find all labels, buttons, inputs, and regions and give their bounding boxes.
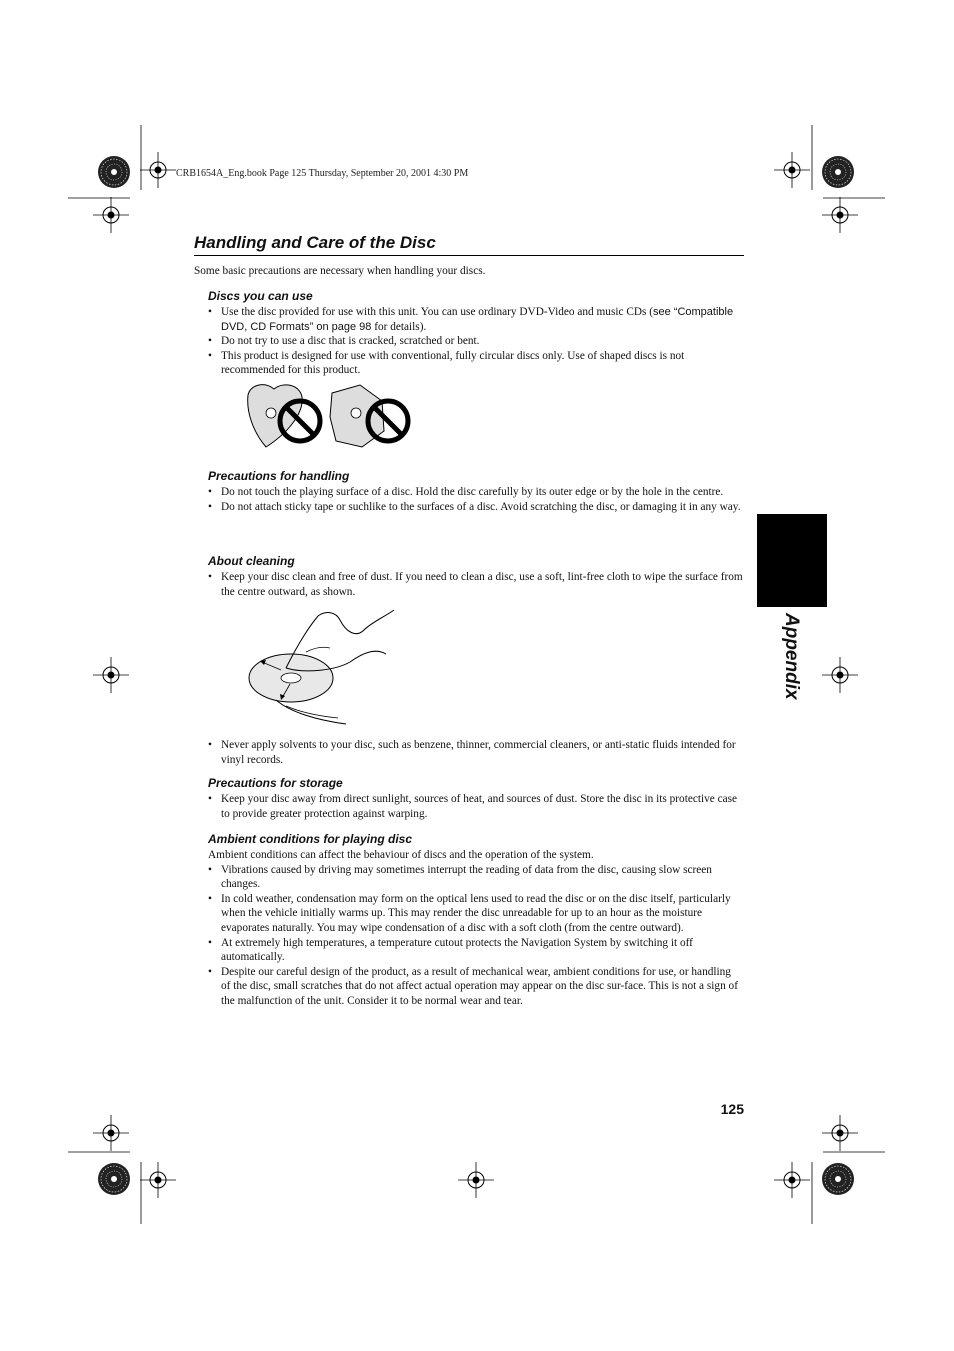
section-heading: Precautions for storage	[208, 776, 343, 790]
registration-star-icon	[822, 1163, 854, 1195]
section-discs-you-can-use	[208, 289, 743, 378]
list-item: • Use the disc provided for use with this unit. You can use ordinary DVD-Video and music CDs (see “Compatible DVD, CD Formats” on page 98 for details).	[208, 305, 743, 334]
section-precautions-handling	[208, 469, 743, 514]
page-number: 125	[720, 1101, 744, 1117]
list-item: • Despite our careful design of the product, as a result of mechanical wear, ambient conditions for use, or handling of the disc, small scratches that do not affect actual operation may appear on the disc sur-face. This is not a sign of the malfunction of the unit. Consider it to be normal wear and tear.	[208, 965, 743, 1009]
section-intro: Ambient conditions can affect the behaviour of discs and the operation of the system.	[208, 849, 594, 861]
section-heading: About cleaning	[208, 554, 295, 568]
section-ambient-conditions	[208, 832, 743, 1009]
registration-star-icon	[822, 156, 854, 188]
list-item: • Never apply solvents to your disc, such as benzene, thinner, commercial cleaners, or anti-static fluids intended for vinyl records.	[208, 738, 743, 767]
section-heading: Precautions for handling	[208, 469, 350, 483]
list-item: • Do not attach sticky tape or suchlike to the surfaces of a disc. Avoid scratching the disc, or damaging it in any way.	[208, 500, 743, 515]
print-header: CRB1654A_Eng.book Page 125 Thursday, September 20, 2001 4:30 PM	[176, 168, 469, 179]
list-item: • Do not touch the playing surface of a disc. Hold the disc carefully by its outer edge or by the hole in the centre.	[208, 485, 743, 500]
disc-cleaning-illustration	[246, 608, 396, 728]
list-item: • This product is designed for use with conventional, fully circular discs only. Use of shaped discs is not recommended for this product.	[208, 349, 743, 378]
registration-star-icon	[98, 1163, 130, 1195]
list-item: • Keep your disc clean and free of dust. If you need to clean a disc, use a soft, lint-free cloth to wipe the surface from the centre outward, as shown.	[208, 570, 743, 599]
list-item: • In cold weather, condensation may form on the optical lens used to read the disc or on the disc itself, particularly when the vehicle initially warms up. This may render the disc unreadable for up to an hour as the moisture evaporates naturally. You may wipe condensation of a disc with a soft cloth (from the centre outward).	[208, 892, 743, 936]
intro-text: Some basic precautions are necessary when handling your discs.	[194, 265, 486, 277]
registration-star-icon	[98, 156, 130, 188]
shaped-disc-illustration	[244, 383, 414, 449]
list-item: • Keep your disc away from direct sunlight, sources of heat, and sources of dust. Store the disc in its protective case to provide greater protection against warping.	[208, 792, 743, 821]
section-precautions-storage	[208, 776, 743, 821]
cross-reference-link: see “Compatible DVD, CD Formats” on page 98	[221, 306, 734, 333]
list-item: • Vibrations caused by driving may sometimes interrupt the reading of data from the disc, causing slow screen changes.	[208, 863, 743, 892]
section-about-cleaning-cont	[208, 738, 743, 767]
appendix-tab-marker	[757, 514, 827, 607]
list-item: • Do not try to use a disc that is cracked, scratched or bent.	[208, 334, 743, 349]
list-item: • At extremely high temperatures, a temperature cutout protects the Navigation System by switching it off automatically.	[208, 936, 743, 965]
section-heading: Discs you can use	[208, 289, 313, 303]
section-heading: Ambient conditions for playing disc	[208, 832, 413, 846]
appendix-tab-label: Appendix	[781, 613, 802, 700]
section-about-cleaning	[208, 554, 743, 599]
page-title: Handling and Care of the Disc	[194, 233, 744, 256]
